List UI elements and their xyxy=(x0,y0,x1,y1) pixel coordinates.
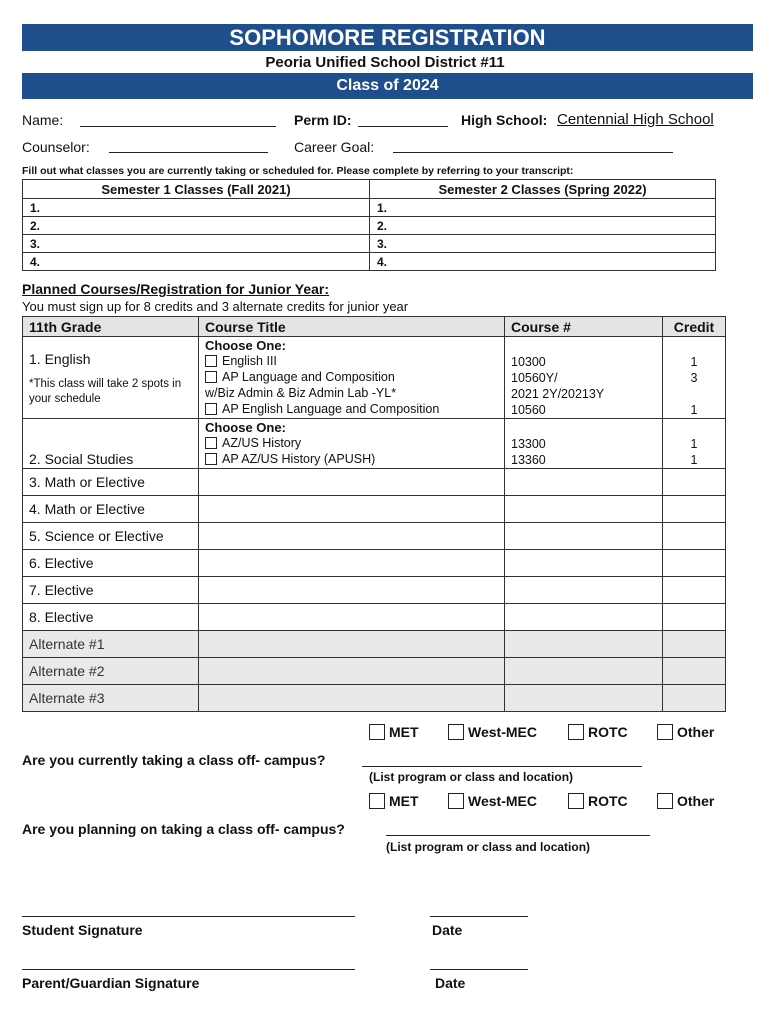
course-code: 13300 xyxy=(511,437,546,451)
option-label: Other xyxy=(677,724,715,740)
option-label: ROTC xyxy=(588,793,628,809)
credit-cell[interactable] xyxy=(663,577,726,604)
checkbox[interactable] xyxy=(448,724,464,740)
transcript-instructions: Fill out what classes you are currently taking or scheduled for. Please complete by referring to your transcript: xyxy=(22,165,574,177)
row-label: 6. Elective xyxy=(23,550,199,577)
s2-row-1[interactable]: 1. xyxy=(370,199,716,217)
course-code: 10300 xyxy=(511,355,546,369)
english-note: *This class will take 2 spots in your schedule xyxy=(29,378,182,405)
credit-value: 1 xyxy=(690,453,698,467)
course-title-cell[interactable] xyxy=(199,577,505,604)
career-goal-label: Career Goal: xyxy=(294,139,375,155)
student-signature-field[interactable] xyxy=(22,916,355,917)
english-label: 1. English xyxy=(29,351,91,367)
plan-rotc-option[interactable] xyxy=(568,793,628,809)
ap-lang-biz-label-2: w/Biz Admin & Biz Admin Lab -YL* xyxy=(205,386,397,400)
table-row xyxy=(23,523,726,550)
table-row xyxy=(23,577,726,604)
semester-2-header: Semester 2 Classes (Spring 2022) xyxy=(370,180,716,199)
ap-lang-biz-checkbox[interactable] xyxy=(205,371,217,383)
col-grade: 11th Grade xyxy=(23,317,199,337)
perm-id-field[interactable] xyxy=(358,126,448,127)
option-label: MET xyxy=(389,724,419,740)
s2-row-3[interactable]: 3. xyxy=(370,235,716,253)
s1-row-3[interactable]: 3. xyxy=(23,235,370,253)
high-school-field[interactable]: Centennial High School xyxy=(557,111,714,128)
credit-cell[interactable] xyxy=(663,604,726,631)
checkbox[interactable] xyxy=(369,793,385,809)
plan-offcampus-field[interactable] xyxy=(386,835,650,836)
course-number-cell[interactable] xyxy=(505,604,663,631)
social-choose: Choose One: xyxy=(205,420,286,435)
semester-1-header: Semester 1 Classes (Fall 2021) xyxy=(23,180,370,199)
s2-row-2[interactable]: 2. xyxy=(370,217,716,235)
checkbox[interactable] xyxy=(568,724,584,740)
option-label: West-MEC xyxy=(468,793,537,809)
english-row xyxy=(23,337,726,419)
course-table xyxy=(22,316,726,712)
option-label: MET xyxy=(389,793,419,809)
course-number-cell[interactable] xyxy=(505,523,663,550)
alternate-row xyxy=(23,685,726,712)
credit-cell[interactable] xyxy=(663,631,726,658)
course-code: 10560Y/ xyxy=(511,371,558,385)
col-credit: Credit xyxy=(663,317,726,337)
table-row xyxy=(23,469,726,496)
parent-date-label: Date xyxy=(435,975,466,991)
course-title-cell[interactable] xyxy=(199,604,505,631)
high-school-label: High School: xyxy=(461,112,548,128)
course-code: 13360 xyxy=(511,453,546,467)
row-label: Alternate #1 xyxy=(23,631,199,658)
course-title-cell[interactable] xyxy=(199,469,505,496)
table-row xyxy=(23,604,726,631)
plan-other-option[interactable] xyxy=(657,793,714,809)
course-number-cell[interactable] xyxy=(505,631,663,658)
row-label: 8. Elective xyxy=(23,604,199,631)
district-name: Peoria Unified School District #11 xyxy=(265,54,505,71)
credits-note: You must sign up for 8 credits and 3 alternate credits for junior year xyxy=(22,299,409,314)
row-label: 4. Math or Elective xyxy=(23,496,199,523)
counselor-label: Counselor: xyxy=(22,139,90,155)
perm-id-label: Perm ID: xyxy=(294,112,352,128)
row-label: 3. Math or Elective xyxy=(23,469,199,496)
credit-value: 1 xyxy=(690,355,698,369)
checkbox[interactable] xyxy=(448,793,464,809)
current-offcampus-question: Are you currently taking a class off- campus? xyxy=(22,752,326,768)
name-field[interactable] xyxy=(80,126,276,127)
option-label: West-MEC xyxy=(468,724,537,740)
planned-heading: Planned Courses/Registration for Junior Year: xyxy=(22,281,330,297)
parent-signature-field[interactable] xyxy=(22,969,355,970)
current-offcampus-hint: (List program or class and location) xyxy=(369,770,574,784)
current-offcampus-field[interactable] xyxy=(362,766,642,767)
az-us-history-label: AZ/US History xyxy=(222,436,302,450)
social-studies-row xyxy=(23,419,726,469)
credit-cell[interactable] xyxy=(663,685,726,712)
row-label: Alternate #2 xyxy=(23,658,199,685)
current-rotc-option[interactable] xyxy=(568,724,628,740)
col-course-title: Course Title xyxy=(199,317,505,337)
course-number-cell[interactable] xyxy=(505,469,663,496)
plan-offcampus-hint: (List program or class and location) xyxy=(386,840,591,854)
table-row xyxy=(23,550,726,577)
option-label: Other xyxy=(677,793,715,809)
course-title-cell[interactable] xyxy=(199,685,505,712)
counselor-field[interactable] xyxy=(109,152,268,153)
career-goal-field[interactable] xyxy=(393,152,673,153)
col-course-number: Course # xyxy=(505,317,663,337)
s1-row-4[interactable]: 4. xyxy=(23,253,370,271)
plan-met-option[interactable] xyxy=(369,793,419,809)
current-met-option[interactable] xyxy=(369,724,419,740)
credit-cell[interactable] xyxy=(663,469,726,496)
english-iii-label: English III xyxy=(222,354,277,368)
course-title-cell[interactable] xyxy=(199,631,505,658)
name-label: Name: xyxy=(22,112,64,128)
course-title-cell[interactable] xyxy=(199,658,505,685)
semester-table xyxy=(22,179,716,271)
credit-value: 3 xyxy=(690,371,698,385)
student-date-field[interactable] xyxy=(430,916,528,917)
checkbox[interactable] xyxy=(657,724,673,740)
ap-english-checkbox[interactable] xyxy=(205,403,217,415)
course-number-cell[interactable] xyxy=(505,685,663,712)
english-iii-checkbox[interactable] xyxy=(205,355,217,367)
ap-english-label: AP English Language and Composition xyxy=(222,402,440,416)
credit-cell[interactable] xyxy=(663,523,726,550)
az-us-history-checkbox[interactable] xyxy=(205,437,217,449)
student-signature-label: Student Signature xyxy=(22,922,143,938)
course-title-cell[interactable] xyxy=(199,523,505,550)
credit-value: 1 xyxy=(690,403,698,417)
row-label: 5. Science or Elective xyxy=(23,523,199,550)
s2-row-4[interactable]: 4. xyxy=(370,253,716,271)
course-number-cell[interactable] xyxy=(505,496,663,523)
apush-label: AP AZ/US History (APUSH) xyxy=(222,452,376,466)
plan-westmec-option[interactable] xyxy=(448,793,537,809)
credit-value: 1 xyxy=(690,437,698,451)
course-title-cell[interactable] xyxy=(199,496,505,523)
parent-signature-label: Parent/Guardian Signature xyxy=(22,975,200,991)
page-title: SOPHOMORE REGISTRATION xyxy=(22,24,753,51)
alternate-row xyxy=(23,658,726,685)
course-number-cell[interactable] xyxy=(505,658,663,685)
social-studies-label: 2. Social Studies xyxy=(23,419,199,469)
row-label: Alternate #3 xyxy=(23,685,199,712)
option-label: ROTC xyxy=(588,724,628,740)
current-westmec-option[interactable] xyxy=(448,724,537,740)
table-row xyxy=(23,496,726,523)
class-of-banner: Class of 2024 xyxy=(22,73,753,99)
course-number-cell[interactable] xyxy=(505,550,663,577)
course-code: 10560 xyxy=(511,403,546,417)
alternate-row xyxy=(23,631,726,658)
credit-cell[interactable] xyxy=(663,658,726,685)
apush-checkbox[interactable] xyxy=(205,453,217,465)
checkbox[interactable] xyxy=(657,793,673,809)
current-other-option[interactable] xyxy=(657,724,714,740)
s1-row-1[interactable]: 1. xyxy=(23,199,370,217)
credit-cell[interactable] xyxy=(663,496,726,523)
parent-date-field[interactable] xyxy=(430,969,528,970)
ap-lang-biz-label: AP Language and Composition xyxy=(222,370,395,384)
english-choose: Choose One: xyxy=(205,338,286,353)
course-title-cell[interactable] xyxy=(199,550,505,577)
checkbox[interactable] xyxy=(369,724,385,740)
student-date-label: Date xyxy=(432,922,463,938)
s1-row-2[interactable]: 2. xyxy=(23,217,370,235)
credit-cell[interactable] xyxy=(663,550,726,577)
course-code: 2021 2Y/20213Y xyxy=(511,387,605,401)
row-label: 7. Elective xyxy=(23,577,199,604)
checkbox[interactable] xyxy=(568,793,584,809)
plan-offcampus-question: Are you planning on taking a class off- campus? xyxy=(22,821,345,837)
course-number-cell[interactable] xyxy=(505,577,663,604)
